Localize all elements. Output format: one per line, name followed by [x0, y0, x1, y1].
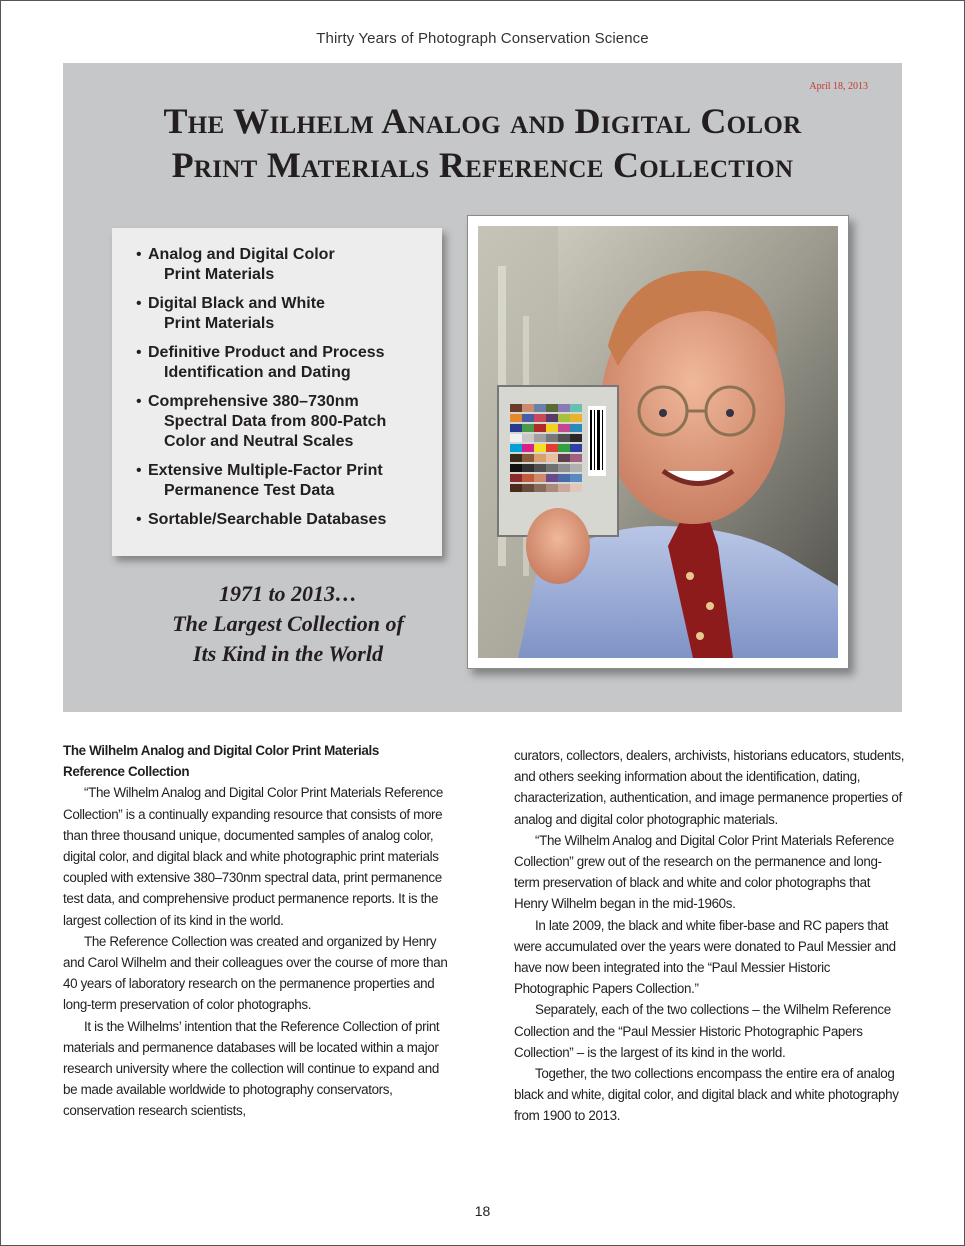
feature-item — [136, 343, 442, 383]
tagline — [112, 579, 464, 669]
feature-text: Permanence Test Data — [164, 482, 335, 499]
feature-item — [136, 392, 442, 452]
hero-title-line1: The Wilhelm Analog and Digital Color — [163, 101, 802, 141]
paragraph: Together, the two collections encompass the entire era of analog black and white, digital color, and digital black and white photography from 1900 to 2013. — [514, 1066, 899, 1124]
portrait-illustration — [478, 226, 838, 658]
paragraph: In late 2009, the black and white fiber-base and RC papers that were accumulated over the years were donated to Paul Messier and have now been integrated into the “Paul Messier Historic Photographic Papers Collection.” — [514, 917, 896, 997]
portrait-photo — [478, 226, 838, 658]
feature-text: Print Materials — [164, 266, 275, 283]
tagline-line: 1971 to 2013… — [218, 581, 358, 606]
feature-list-box — [112, 228, 442, 556]
feature-item — [136, 461, 442, 501]
feature-text: • Digital Black and White — [148, 295, 325, 312]
feature-text: • Sortable/Searchable Databases — [148, 511, 387, 528]
date-stamp: April 18, 2013 — [809, 81, 868, 92]
paragraph: “The Wilhelm Analog and Digital Color Print Materials Reference Collection” is a continually expanding resource that consists of more than three thousand unique, documented samples of analog color, digital color, and digital black and white photographic print materials coupled with extensive 380–730nm spectral data, print permanence test data, and comprehensive product permanence reports. It is the largest collection of its kind in the world. — [63, 785, 444, 928]
paragraph: It is the Wilhelms’ intention that the Reference Collection of print materials and permanence databases will be located within a major research university where the collection will continue to expand and be made available worldwide to photography conservators, conservation research scientists, — [63, 1018, 440, 1119]
feature-text: Color and Neutral Scales — [164, 433, 354, 450]
article-heading-line: The Wilhelm Analog and Digital Color Print Materials — [63, 743, 379, 758]
paragraph: The Reference Collection was created and organized by Henry and Carol Wilhelm and their colleagues over the course of more than 40 years of laboratory research on the permanence properties and long-term preservation of color photographs. — [63, 933, 448, 1013]
tagline-line: The Largest Collection of — [172, 611, 404, 636]
feature-list — [112, 228, 442, 530]
feature-text: • Comprehensive 380–730nm — [148, 393, 359, 410]
feature-text: • Extensive Multiple-Factor Print — [148, 462, 383, 479]
article-left-column — [63, 740, 456, 1122]
article-right-column — [514, 745, 907, 1127]
feature-text: • Definitive Product and Process — [148, 344, 385, 361]
paragraph: Separately, each of the two collections – the Wilhelm Reference Collection and the “Paul Messier Historic Photographic Papers Collection” – is the largest of its kind in the world. — [514, 1002, 891, 1060]
paragraph: “The Wilhelm Analog and Digital Color Print Materials Reference Collection” grew out of the research on the permanence and long-term preservation of black and white and color photographs that Henry Wilhelm began in the mid-1960s. — [514, 832, 895, 912]
feature-text: • Analog and Digital Color — [148, 246, 335, 263]
page-number: 18 — [474, 1203, 491, 1219]
feature-item — [136, 294, 442, 334]
hero-title — [63, 99, 902, 187]
portrait-photo-frame — [467, 215, 849, 669]
hero-panel — [63, 63, 902, 712]
feature-text: Print Materials — [164, 315, 275, 332]
article-heading-line: Reference Collection — [63, 764, 190, 780]
hero-title-line2: Print Materials Reference Collection — [171, 145, 794, 185]
feature-item — [136, 245, 442, 285]
article-heading — [63, 740, 456, 782]
feature-text: Spectral Data from 800-Patch — [164, 413, 387, 430]
feature-text: Identification and Dating — [164, 364, 351, 381]
running-head: Thirty Years of Photograph Conservation Science — [316, 30, 649, 47]
tagline-line: Its Kind in the World — [193, 641, 383, 666]
paragraph: curators, collectors, dealers, archivists, historians educators, students, and others seeking information about the identification, dating, characterization, authentication, and image permanence properties of analog and digital color photographic materials. — [514, 748, 905, 827]
feature-item — [136, 510, 442, 530]
